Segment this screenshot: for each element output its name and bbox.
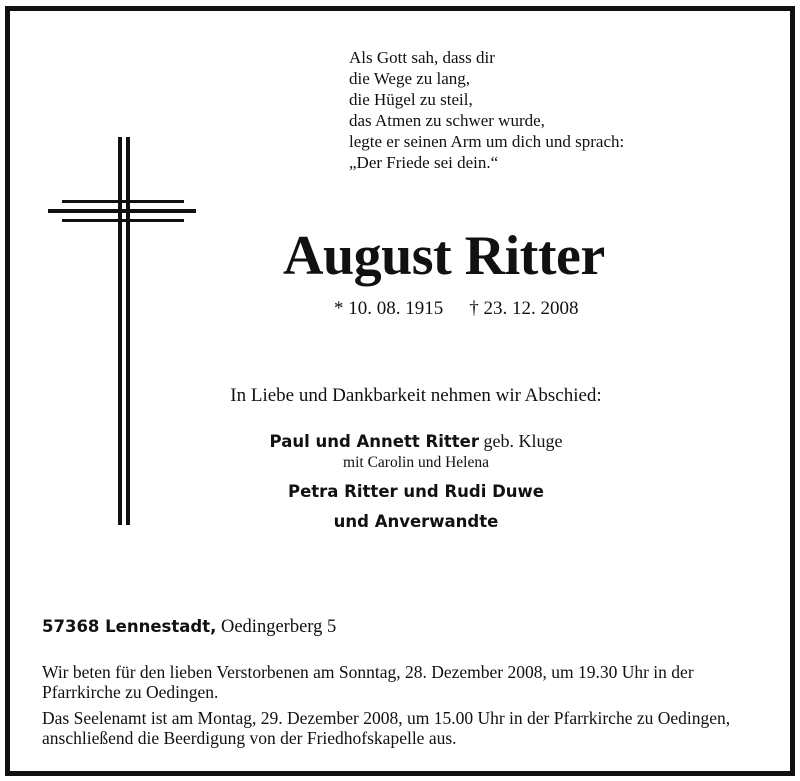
mourner-children: mit Carolin und Helena	[343, 454, 489, 471]
poem-line: Als Gott sah, dass dir	[349, 48, 495, 67]
mourner-relatives: und Anverwandte	[333, 512, 499, 531]
funeral-notice: Das Seelenamt ist am Montag, 29. Dezember 2008, um 15.00 Uhr in der Pfarrkirche zu Oedingen, anschließend die Beerdigung von der Friedhofskapelle aus.	[42, 708, 731, 748]
address	[42, 617, 336, 638]
life-dates	[334, 298, 579, 320]
mourner-line	[32, 430, 800, 453]
poem-line: das Atmen zu schwer wurde,	[349, 111, 545, 130]
deceased-name: August Ritter	[283, 225, 605, 287]
birth-date: * 10. 08. 1915	[334, 298, 444, 319]
poem-line: „Der Friede sei dein.“	[349, 153, 499, 172]
death-date: † 23. 12. 2008	[469, 298, 579, 319]
farewell-intro: In Liebe und Dankbarkeit nehmen wir Abschied:	[230, 385, 602, 406]
prayer-notice: Wir beten für den lieben Verstorbenen am Sonntag, 28. Dezember 2008, um 19.30 Uhr in der Pfarrkirche zu Oedingen.	[42, 662, 694, 702]
address-city: 57368 Lennestadt,	[42, 617, 217, 636]
mourner-line: Petra Ritter und Rudi Duwe	[288, 482, 544, 501]
poem	[349, 47, 624, 173]
poem-line: legte er seinen Arm um dich und sprach:	[349, 132, 625, 151]
mourner-names: Paul und Annett Ritter	[269, 432, 479, 451]
mourner-maiden-name: geb. Kluge	[478, 431, 563, 451]
poem-line: die Wege zu lang,	[349, 69, 471, 88]
address-street: Oedingerberg 5	[216, 617, 337, 637]
mourners-list	[0, 430, 800, 532]
poem-line: die Hügel zu steil,	[349, 90, 473, 109]
